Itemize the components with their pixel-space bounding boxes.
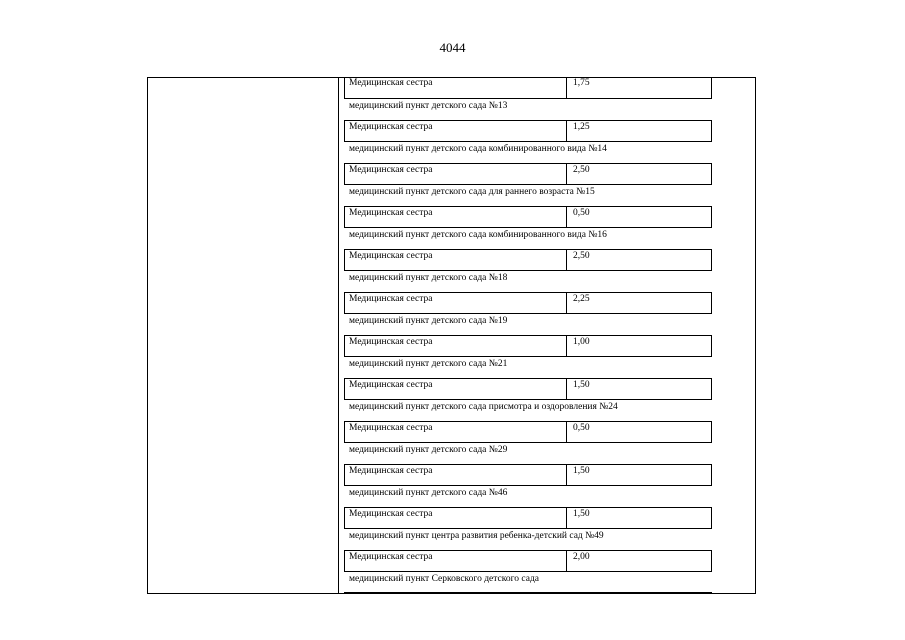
position-name: Медицинская сестра [345, 336, 567, 356]
position-name: Медицинская сестра [345, 465, 567, 485]
position-rate: 2,25 [573, 294, 590, 304]
position-name: Медицинская сестра [345, 77, 567, 98]
position-row [344, 163, 712, 185]
position-name: Медицинская сестра [345, 164, 567, 184]
position-row [344, 464, 712, 486]
position-rate: 2,50 [573, 165, 590, 175]
staff-table [147, 77, 756, 594]
unit-name: медицинский пункт детского сада №13 [349, 101, 508, 111]
table-bottom-rule [344, 592, 712, 593]
position-name: Медицинская сестра [345, 551, 567, 571]
position-name: Медицинская сестра [345, 293, 567, 313]
position-rate: 1,75 [573, 78, 590, 88]
table-rows [344, 77, 712, 593]
unit-name: медицинский пункт Серковского детского сада [349, 574, 539, 584]
position-row [344, 77, 712, 99]
unit-name: медицинский пункт детского сада №29 [349, 445, 508, 455]
position-name: Медицинская сестра [345, 121, 567, 141]
unit-name: медицинский пункт детского сада присмотра и оздоровления №24 [349, 402, 618, 412]
position-name: Медицинская сестра [345, 379, 567, 399]
position-rate: 1,25 [573, 122, 590, 132]
unit-name: медицинский пункт детского сада №18 [349, 273, 508, 283]
table-left-column [148, 78, 339, 593]
unit-name: медицинский пункт детского сада комбинированного вида №16 [349, 230, 607, 240]
position-rate: 0,50 [573, 208, 590, 218]
position-row [344, 507, 712, 529]
position-row [344, 292, 712, 314]
position-rate: 1,50 [573, 509, 590, 519]
position-rate: 2,00 [573, 552, 590, 562]
position-name: Медицинская сестра [345, 508, 567, 528]
position-name: Медицинская сестра [345, 422, 567, 442]
position-rate: 0,50 [573, 423, 590, 433]
position-rate: 1,00 [573, 337, 590, 347]
position-name: Медицинская сестра [345, 250, 567, 270]
unit-name: медицинский пункт детского сада для раннего возраста №15 [349, 187, 595, 197]
unit-name: медицинский пункт детского сада комбинированного вида №14 [349, 144, 607, 154]
position-row [344, 249, 712, 271]
position-row [344, 378, 712, 400]
position-rate: 1,50 [573, 380, 590, 390]
unit-name: медицинский пункт центра развития ребенка-детский сад №49 [349, 531, 604, 541]
position-row [344, 550, 712, 572]
position-rate: 1,50 [573, 466, 590, 476]
position-row [344, 335, 712, 357]
position-row [344, 421, 712, 443]
page-number: 4044 [439, 40, 466, 55]
position-rate: 2,50 [573, 251, 590, 261]
unit-name: медицинский пункт детского сада №21 [349, 359, 508, 369]
position-name: Медицинская сестра [345, 207, 567, 227]
position-row [344, 206, 712, 228]
position-row [344, 120, 712, 142]
unit-name: медицинский пункт детского сада №19 [349, 316, 508, 326]
unit-name: медицинский пункт детского сада №46 [349, 488, 508, 498]
